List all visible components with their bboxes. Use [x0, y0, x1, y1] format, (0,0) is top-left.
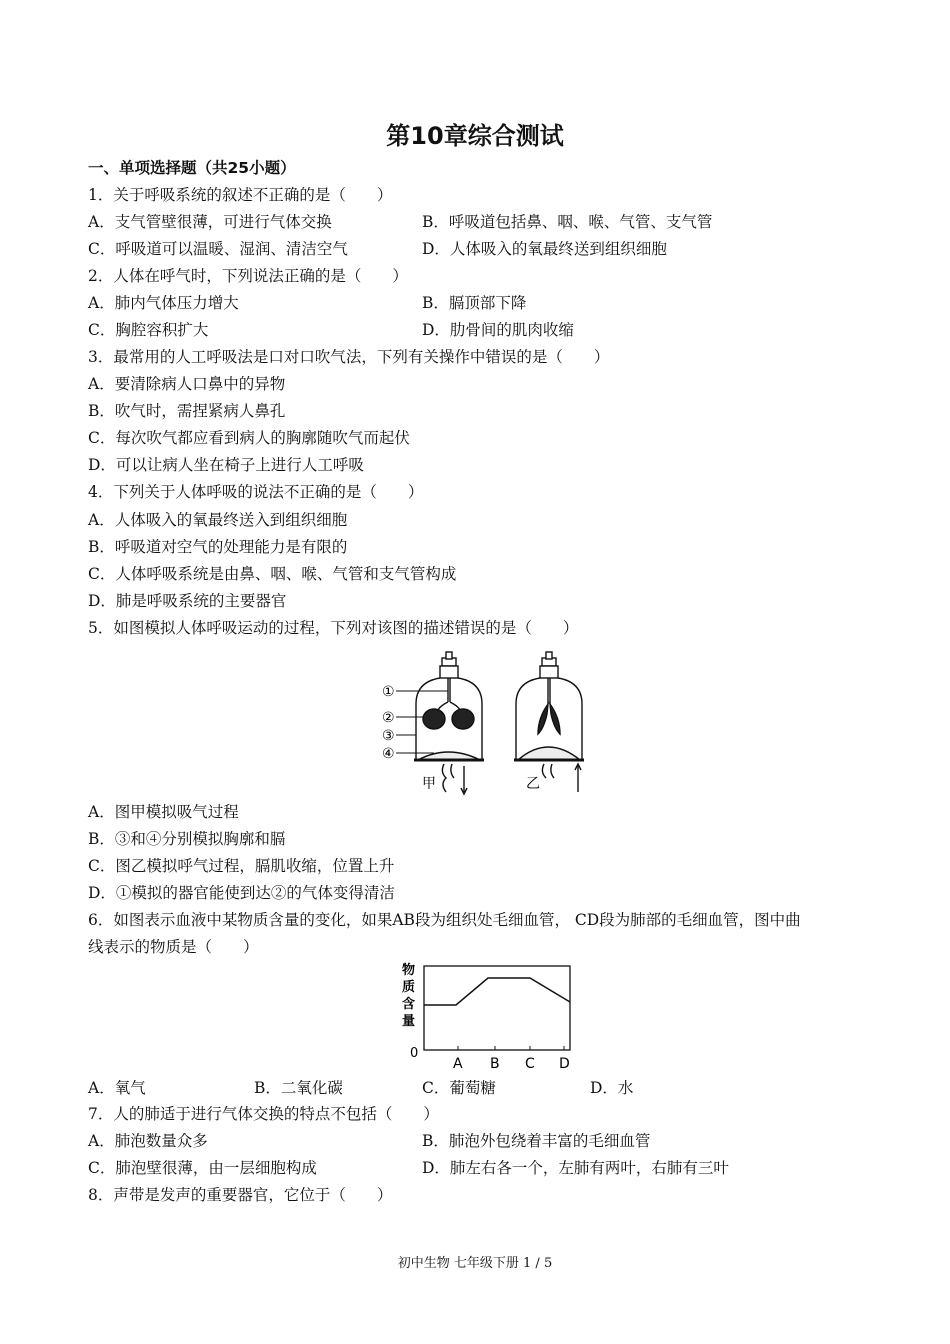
question-1-option-a: A．支气管壁很薄，可进行气体交换 [88, 213, 332, 231]
question-4-option-c: C．人体呼吸系统是由鼻、咽、喉、气管和支气管构成 [88, 565, 457, 583]
graph-tick-d: D [559, 1056, 570, 1072]
question-6-option-b: B．二氧化碳 [254, 1079, 343, 1097]
question-8-stem: 8．声带是发声的重要器官，它位于（ ） [88, 1186, 393, 1204]
question-6-stem-line-1: 6．如图表示血液中某物质含量的变化，如果AB段为组织处毛细血管， CD段为肺部的毛细血管，图中曲 [88, 911, 801, 929]
graph-ylabel-char: 物 [402, 963, 416, 978]
question-5-option-b: B．③和④分别模拟胸廓和膈 [88, 830, 286, 848]
question-7-option-d: D．肺左右各一个，左肺有两叶，右肺有三叶 [422, 1159, 729, 1177]
page-title: 第10章综合测试 [386, 122, 564, 150]
question-1-option-d: D．人体吸入的氧最终送到组织细胞 [422, 240, 667, 258]
graph-curve [424, 978, 570, 1005]
question-1-stem: 1．关于呼吸系统的叙述不正确的是（ ） [88, 186, 393, 204]
breathing-model-figure [378, 648, 598, 798]
question-6-option-a: A．氧气 [88, 1079, 146, 1097]
question-3-option-b: B．吹气时，需捏紧病人鼻孔 [88, 402, 286, 420]
question-1-option-b: B．呼吸道包括鼻、咽、喉、气管、支气管 [422, 213, 713, 231]
question-7-option-c: C．肺泡壁很薄，由一层细胞构成 [88, 1159, 317, 1177]
graph-origin: 0 [410, 1046, 419, 1061]
question-2-stem: 2．人体在呼气时，下列说法正确的是（ ） [88, 267, 408, 285]
question-6-option-d: D．水 [590, 1079, 634, 1097]
question-3-option-a: A．要清除病人口鼻中的异物 [88, 375, 286, 393]
question-6-stem-line-2: 线表示的物质是（ ） [88, 938, 259, 956]
question-2-option-d: D．肋骨间的肌肉收缩 [422, 321, 574, 339]
section-heading: 一、单项选择题（共25小题） [88, 159, 296, 177]
figure-label-4: ④ [382, 746, 395, 762]
question-7-stem: 7．人的肺适于进行气体交换的特点不包括（ ） [88, 1105, 439, 1123]
graph-tick-a: A [453, 1056, 463, 1072]
question-5-stem: 5．如图模拟人体呼吸运动的过程，下列对该图的描述错误的是（ ） [88, 619, 579, 637]
question-2-option-b: B．膈顶部下降 [422, 294, 527, 312]
graph-ylabel-char: 量 [402, 1014, 416, 1029]
figure-label-3: ③ [382, 728, 395, 744]
figure-label-2: ② [382, 710, 395, 726]
graph-ylabel-char: 含 [402, 997, 416, 1012]
substance-content-graph [398, 960, 583, 1072]
graph-tick-c: C [525, 1056, 535, 1072]
question-6-option-c: C．葡萄糖 [422, 1079, 496, 1097]
question-2-option-c: C．胸腔容积扩大 [88, 321, 209, 339]
figure-label-1: ① [382, 684, 395, 700]
figure-caption-left: 甲 [422, 776, 436, 792]
question-4-option-b: B．呼吸道对空气的处理能力是有限的 [88, 538, 348, 556]
question-4-option-a: A．人体吸入的氧最终送入到组织细胞 [88, 511, 348, 529]
question-5-option-d: D．①模拟的器官能使到达②的气体变得清洁 [88, 884, 395, 902]
question-3-option-c: C．每次吹气都应看到病人的胸廓随吹气而起伏 [88, 429, 410, 447]
page-footer: 初中生物 七年级下册 1 / 5 [397, 1256, 553, 1271]
graph-tick-b: B [490, 1056, 500, 1072]
question-2-option-a: A．肺内气体压力增大 [88, 294, 239, 312]
question-1-option-c: C．呼吸道可以温暖、湿润、清洁空气 [88, 240, 348, 258]
bell-jar-left [414, 652, 484, 794]
question-5-option-a: A．图甲模拟吸气过程 [88, 803, 239, 821]
question-4-option-d: D．肺是呼吸系统的主要器官 [88, 592, 287, 610]
question-5-option-c: C．图乙模拟呼气过程，膈肌收缩，位置上升 [88, 857, 395, 875]
question-4-stem: 4．下列关于人体呼吸的说法不正确的是（ ） [88, 483, 424, 501]
question-7-option-a: A．肺泡数量众多 [88, 1132, 208, 1150]
question-7-option-b: B．肺泡外包绕着丰富的毛细血管 [422, 1132, 651, 1150]
question-3-stem: 3．最常用的人工呼吸法是口对口吹气法，下列有关操作中错误的是（ ） [88, 348, 610, 366]
bell-jar-right [514, 652, 584, 792]
question-3-option-d: D．可以让病人坐在椅子上进行人工呼吸 [88, 456, 364, 474]
graph-ylabel-char: 质 [402, 980, 416, 995]
figure-caption-right: 乙 [526, 776, 540, 792]
graph-ylabel [402, 962, 415, 1029]
